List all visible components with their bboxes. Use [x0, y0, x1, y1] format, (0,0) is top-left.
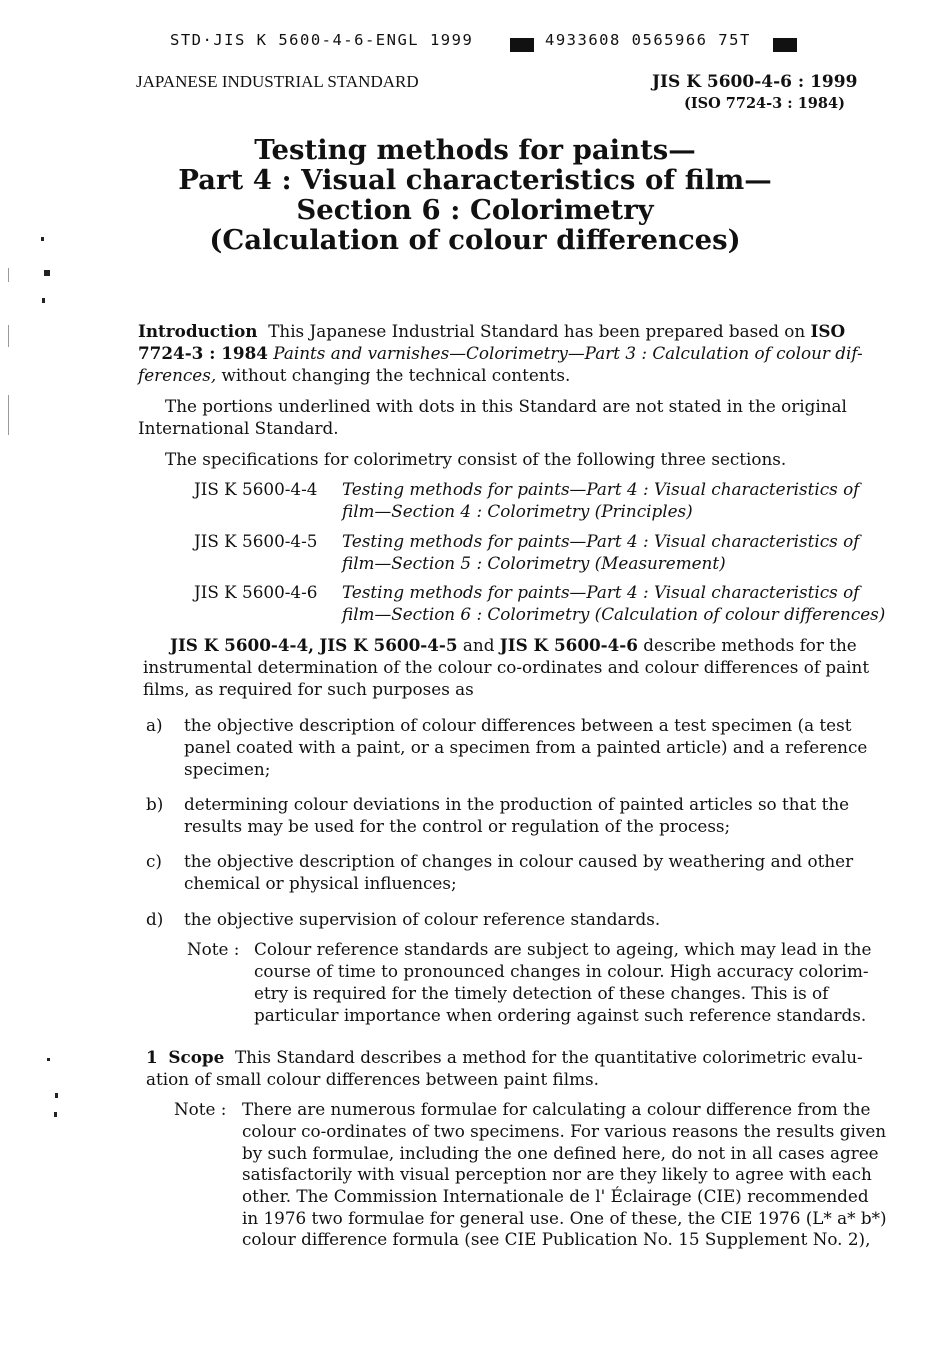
scan-dot: [44, 270, 50, 276]
scan-dot: [47, 1058, 50, 1061]
list-item-line: the objective description of changes in colour caused by weathering and other: [184, 851, 854, 871]
title-line-3: Section 6 : Colorimetry: [296, 194, 654, 226]
standard-number: JIS K 5600-4-6 : 1999: [652, 72, 858, 92]
scope-line-1: 1 Scope This Standard describes a method for the quantitative colorimetric evalu-: [146, 1047, 863, 1067]
intro-p4-line-2: instrumental determination of the colour co-ordinates and colour differences of paint: [143, 657, 870, 677]
list-item-line: panel coated with a paint, or a specimen from a painted article) and a reference: [184, 737, 868, 757]
scan-mark: [8, 395, 9, 435]
ref-code: JIS K 5600-4-6: [194, 582, 318, 602]
ref-title-line-1: Testing methods for paints—Part 4 : Visual characteristics of: [342, 531, 860, 551]
intro-line-3: ferences, without changing the technical contents.: [138, 365, 571, 385]
title-line-1: Testing methods for paints—: [254, 134, 696, 166]
scan-dot: [55, 1093, 58, 1098]
ref-code: JIS K 5600-4-5: [194, 531, 318, 551]
scan-mark: [8, 268, 9, 282]
list-item-line: chemical or physical influences;: [184, 873, 457, 893]
note-line: etry is required for the timely detection of these changes. This is of: [254, 983, 829, 1003]
note-label: Note :: [174, 1099, 227, 1119]
intro-p2-line-2: International Standard.: [138, 418, 339, 438]
title-line-4: (Calculation of colour differences): [209, 224, 741, 256]
list-label: c): [146, 851, 162, 871]
note-line: course of time to pronounced changes in colour. High accuracy colorim-: [254, 961, 869, 981]
ref-code: JIS K 5600-4-4: [194, 479, 318, 499]
list-item-line: results may be used for the control or regulation of the process;: [184, 816, 731, 836]
note-line: in 1976 two formulae for general use. One of these, the CIE 1976 (L* a* b*): [242, 1208, 887, 1228]
ref-title-line-2: film—Section 4 : Colorimetry (Principles): [342, 501, 693, 521]
list-label: b): [146, 794, 164, 814]
note-line: colour difference formula (see CIE Publication No. 15 Supplement No. 2),: [242, 1229, 871, 1249]
intro-line-1: Introduction This Japanese Industrial Standard has been prepared based on ISO: [138, 321, 846, 341]
ref-title-line-2: film—Section 6 : Colorimetry (Calculation of colour differences): [342, 604, 886, 624]
ref-title-line-1: Testing methods for paints—Part 4 : Visual characteristics of: [342, 582, 860, 602]
scope-heading: Scope: [168, 1047, 225, 1067]
scan-block: [773, 35, 797, 54]
note-line: colour co-ordinates of two specimens. For various reasons the results given: [242, 1121, 887, 1141]
intro-line-2: 7724-3 : 1984 Paints and varnishes—Colorimetry—Part 3 : Calculation of colour dif-: [138, 343, 863, 363]
list-item-line: determining colour deviations in the production of painted articles so that the: [184, 794, 850, 814]
list-item-line: the objective description of colour differences between a test specimen (a test: [184, 715, 852, 735]
scan-dot: [54, 1112, 57, 1117]
scan-header-left: STD·JIS K 5600-4-6-ENGL 1999: [170, 31, 474, 49]
intro-p4-line-1: JIS K 5600-4-4, JIS K 5600-4-5 and JIS K 5600-4-6 describe methods for the: [170, 635, 857, 655]
scan-block: [510, 35, 534, 54]
scope-number: 1: [146, 1047, 158, 1067]
title-line-2: Part 4 : Visual characteristics of film—: [178, 164, 772, 196]
ref-title-line-2: film—Section 5 : Colorimetry (Measurement): [342, 553, 726, 573]
ref-title-line-1: Testing methods for paints—Part 4 : Visual characteristics of: [342, 479, 860, 499]
scan-header-right: 4933608 0565966 75T: [545, 31, 751, 49]
org-name: JAPANESE INDUSTRIAL STANDARD: [136, 72, 419, 91]
scan-mark: [8, 325, 9, 347]
list-item-line: specimen;: [184, 759, 271, 779]
note-line: particular importance when ordering against such reference standards.: [254, 1005, 867, 1025]
intro-heading: Introduction: [138, 321, 258, 341]
intro-p2-line-1: The portions underlined with dots in this Standard are not stated in the original: [165, 396, 847, 416]
list-label: a): [146, 715, 163, 735]
intro-p4-line-3: films, as required for such purposes as: [143, 679, 474, 699]
scan-dot: [42, 298, 45, 303]
note-line: by such formulae, including the one defined here, do not in all cases agree: [242, 1143, 879, 1163]
note-line: satisfactorily with visual perception nor are they likely to agree with each: [242, 1164, 872, 1184]
note-line: other. The Commission Internationale de l' Éclairage (CIE) recommended: [242, 1186, 869, 1206]
scope-line-2: ation of small colour differences between paint films.: [146, 1069, 599, 1089]
list-item-line: the objective supervision of colour reference standards.: [184, 909, 661, 929]
note-label: Note :: [187, 939, 240, 959]
list-label: d): [146, 909, 164, 929]
note-line: Colour reference standards are subject to ageing, which may lead in the: [254, 939, 872, 959]
note-line: There are numerous formulae for calculating a colour difference from the: [242, 1099, 871, 1119]
iso-reference: (ISO 7724-3 : 1984): [684, 95, 845, 112]
intro-p3: The specifications for colorimetry consist of the following three sections.: [165, 449, 787, 469]
